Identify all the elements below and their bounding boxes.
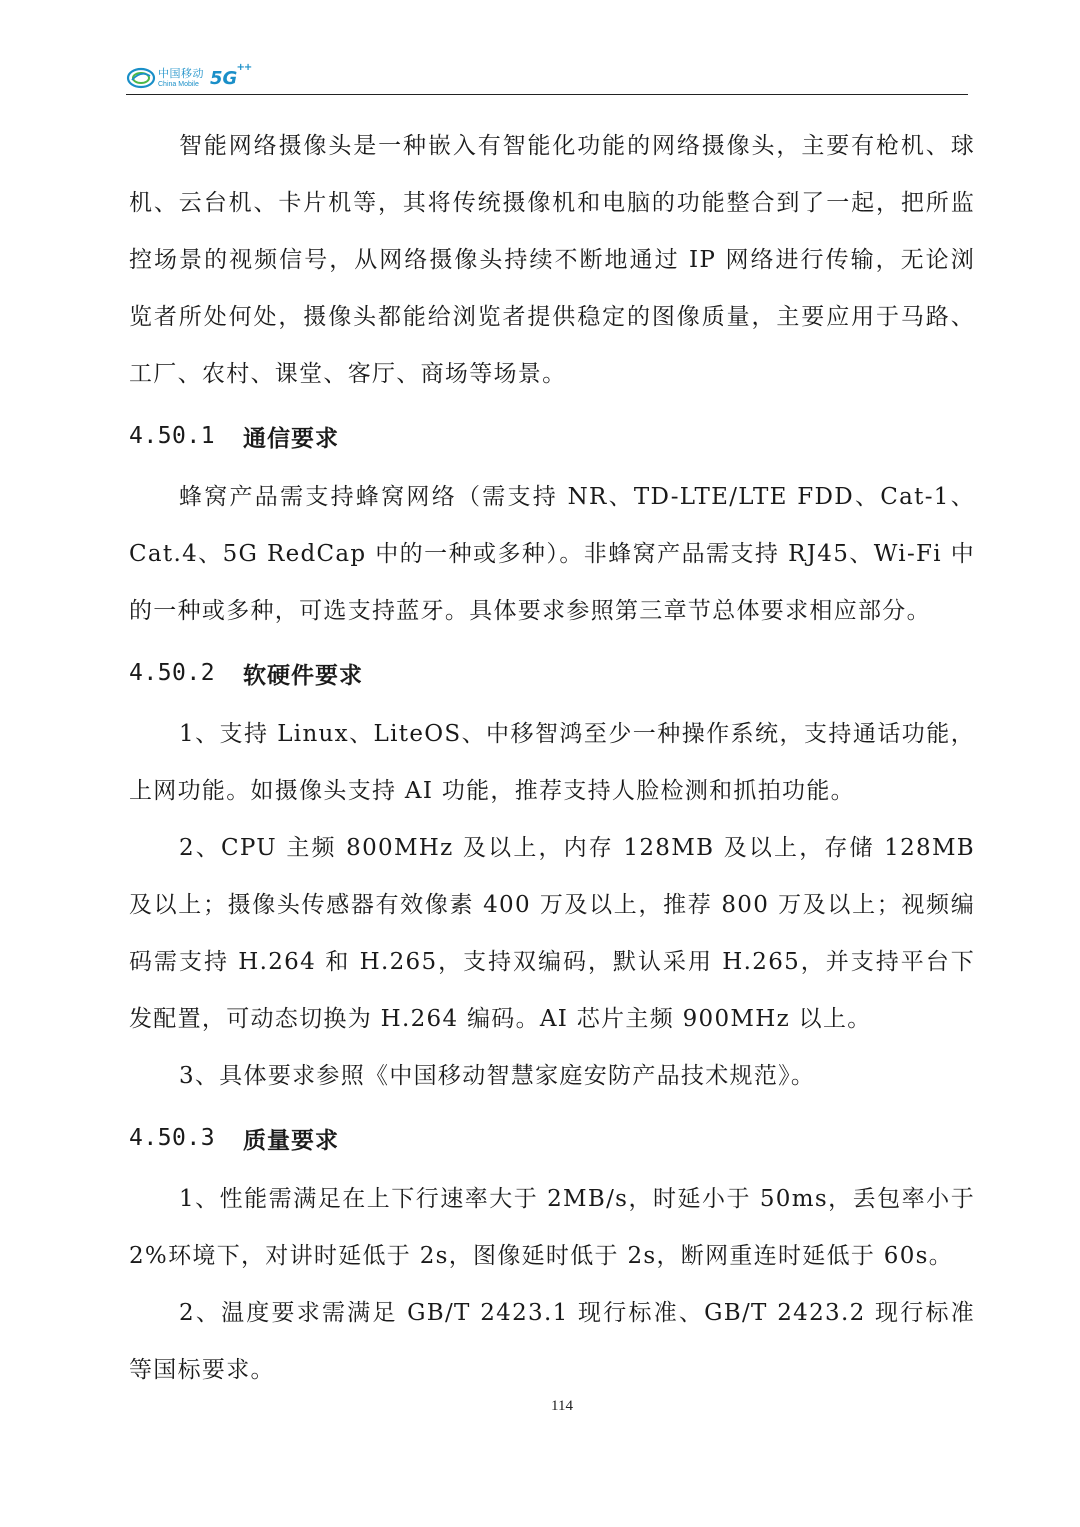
- logo-5g-text: 5G: [210, 67, 238, 89]
- logo-5g-mark: [210, 61, 252, 89]
- body-paragraph: 2、CPU 主频 800MHz 及以上，内存 128MB 及以上，存储 128MB 及以上；摄像头传感器有效像素 400 万及以上，推荐 800 万及以上；视频编码需支持 H.264 和 H.265，支持双编码，默认采用 H.265，并支持平台下发配置，可动态切换为 H.264 编码。AI 芯片主频 900MHz 以上。: [129, 835, 975, 1032]
- section-heading-4-50-2: [129, 640, 975, 706]
- section-title: 软硬件要求: [243, 662, 363, 689]
- china-mobile-logo-icon: [126, 66, 156, 90]
- section-number: 4.50.3: [129, 1125, 216, 1151]
- logo-en-text: China Mobile: [158, 81, 199, 88]
- section-title: 质量要求: [243, 1127, 339, 1154]
- section-title: 通信要求: [243, 425, 339, 452]
- body-paragraph: 1、性能需满足在上下行速率大于 2MB/s，时延小于 50ms，丢包率小于 2%环境下，对讲时延低于 2s，图像延时低于 2s，断网重连时延低于 60s。: [129, 1186, 975, 1269]
- logo-5g-plus: ++: [236, 61, 252, 73]
- section-heading-4-50-1: [129, 403, 975, 469]
- body-paragraph: 1、支持 Linux、LiteOS、中移智鸿至少一种操作系统，支持通话功能，上网功能。如摄像头支持 AI 功能，推荐支持人脸检测和抓拍功能。: [129, 721, 975, 804]
- page-header: [126, 58, 968, 96]
- header-divider: [126, 94, 968, 95]
- body-paragraph: 2、温度要求需满足 GB/T 2423.1 现行标准、GB/T 2423.2 现行标准等国标要求。: [129, 1300, 975, 1383]
- logo-cn-text: 中国移动: [158, 67, 204, 80]
- body-paragraph: 3、具体要求参照《中国移动智慧家庭安防产品技术规范》。: [179, 1063, 816, 1089]
- section-number: 4.50.1: [129, 423, 216, 449]
- section-heading-4-50-3: [129, 1105, 975, 1171]
- document-body: [129, 118, 975, 1399]
- intro-paragraph: 智能网络摄像头是一种嵌入有智能化功能的网络摄像头，主要有枪机、球机、云台机、卡片机等，其将传统摄像机和电脑的功能整合到了一起，把所监控场景的视频信号，从网络摄像头持续不断地通过 IP 网络进行传输，无论浏览者所处何处，摄像头都能给浏览者提供稳定的图像质量，主要应用于马路、工厂、农村、课堂、客厅、商场等场景。: [129, 133, 975, 387]
- page-number: 114: [551, 1398, 573, 1414]
- china-mobile-logo: [126, 61, 252, 94]
- body-paragraph: 蜂窝产品需支持蜂窝网络（需支持 NR、TD-LTE/LTE FDD、Cat-1、Cat.4、5G RedCap 中的一种或多种）。非蜂窝产品需支持 RJ45、Wi-Fi 中的一种或多种，可选支持蓝牙。具体要求参照第三章节总体要求相应部分。: [129, 484, 975, 624]
- section-number: 4.50.2: [129, 660, 216, 686]
